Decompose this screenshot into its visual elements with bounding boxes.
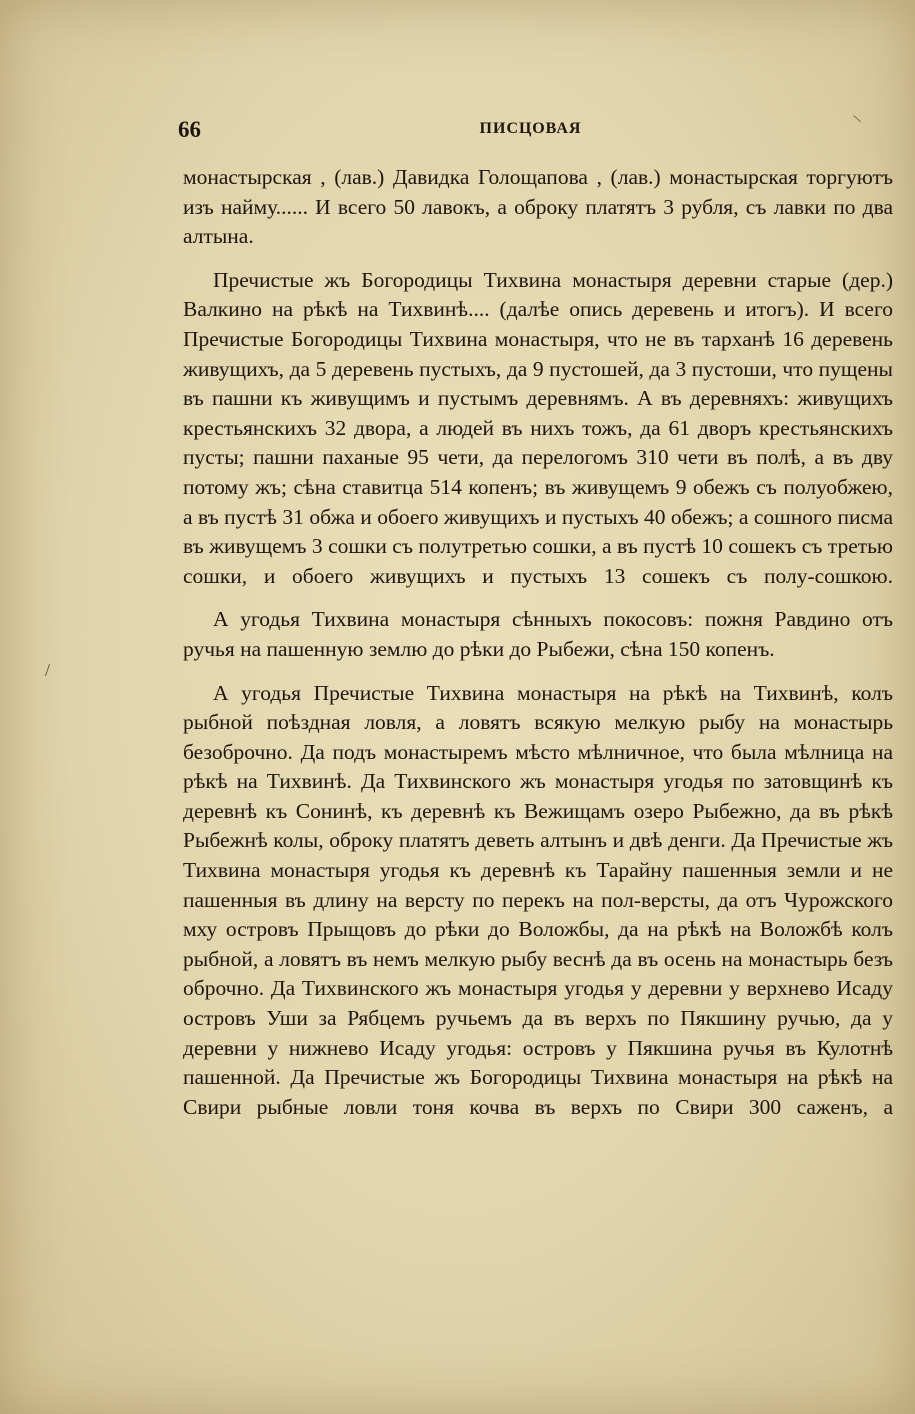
paragraph-village-inventory: Пречистые жъ Богородицы Тихвина монастыря деревни старые (дер.) Валкино на рѣкѣ на Тихвинѣ.... (далѣе опись деревень и итогъ). И всего Пречистые Богородицы Тихвина монастыря, что не въ тарханѣ 16 деревень живущихъ, да 5 деревень пустыхъ, да 9 пустошей, да 3 пустоши, что пущены въ пашни къ живущимъ и пустымъ деревнямъ. А въ деревняхъ: живущихъ крестьянскихъ 32 двора, а людей въ нихъ тожъ, да 61 дворъ крестьянскихъ пусты; пашни паханые 95 чети, да перелогомъ 310 чети въ полѣ, а въ дву потому жъ; сѣна ставитца 514 копенъ; въ живущемъ 9 обежъ съ полуобжею, а въ пустѣ 31 обжа и обоего живущихъ и пустыхъ 40 обежъ; а сошного писма въ живущемъ 3 сошки съ полутретью сошки, а въ пустѣ 10 сошекъ съ третью сошки, и обоего живущихъ и пустыхъ 13 сошекъ съ полу-сошкою. [183, 267, 893, 588]
paragraph-river-lands: А угодья Пречистые Тихвина монастыря на рѣкѣ на Тихвинѣ, колъ рыбной поѣздная ловля, а ловятъ всякую мелкую рыбу на монастырь безоброчно. Да подъ монастыремъ мѣсто мѣлничное, что была мѣлница на рѣкѣ на Тихвинѣ. Да Тихвинского жъ монастыря угодья по затовщинѣ къ деревнѣ къ Сонинѣ, къ деревнѣ къ Вежищамъ озеро Рыбежно, да въ рѣкѣ Рыбежнѣ колы, оброку платятъ деветь алтынъ и двѣ денги. Да Пречистые жъ Тихвина монастыря угодья къ деревнѣ къ Тарайну пашенныя земли и не пашенныя въ длину на версту по перекъ на пол-версты, да отъ Чурожского мху островъ Прыщовъ до рѣки до Воложбы, да на рѣкѣ на Воложбѣ колъ рыбной, а ловятъ въ немъ мелкую рыбу веснѣ да въ осень на монастырь безъ оброчно. Да Тихвинского жъ монастыря угодья у деревни у верхнево Исаду островъ Уши за Рябцемъ ручьемъ да въ верхъ по Пякшину ручью, да у деревни у нижнево Исаду угодья: островъ у Пякшина ручья въ Кулотнѣ пашенной. Да Пречистые жъ Богородицы Тихвина монастыря на рѣкѣ на Свири рыбные ловли тоня кочва въ верхъ по Свири 300 саженъ, а [183, 680, 893, 1119]
running-head: ПИСЦОВАЯ [479, 120, 582, 137]
page-number: 66 [178, 117, 201, 142]
paragraph-continuation: монастырская , (лав.) Давидка Голощапова , (лав.) монастырская торгуютъ изъ найму...... И всего 50 лавокъ, а оброку платятъ 3 рубля, съ лавки по два алтына. [183, 165, 893, 249]
paragraph-hay-meadows: А угодья Тихвина монастыря сѣнныхъ покосовъ: пожня Равдино отъ ручья на пашенную землю до рѣки до Рыбежи, сѣна 150 копенъ. [183, 607, 893, 661]
margin-pencil-mark: / [45, 660, 51, 680]
body-text [183, 163, 893, 1136]
page-header [178, 117, 883, 141]
margin-tick-mark: \ [852, 112, 864, 128]
